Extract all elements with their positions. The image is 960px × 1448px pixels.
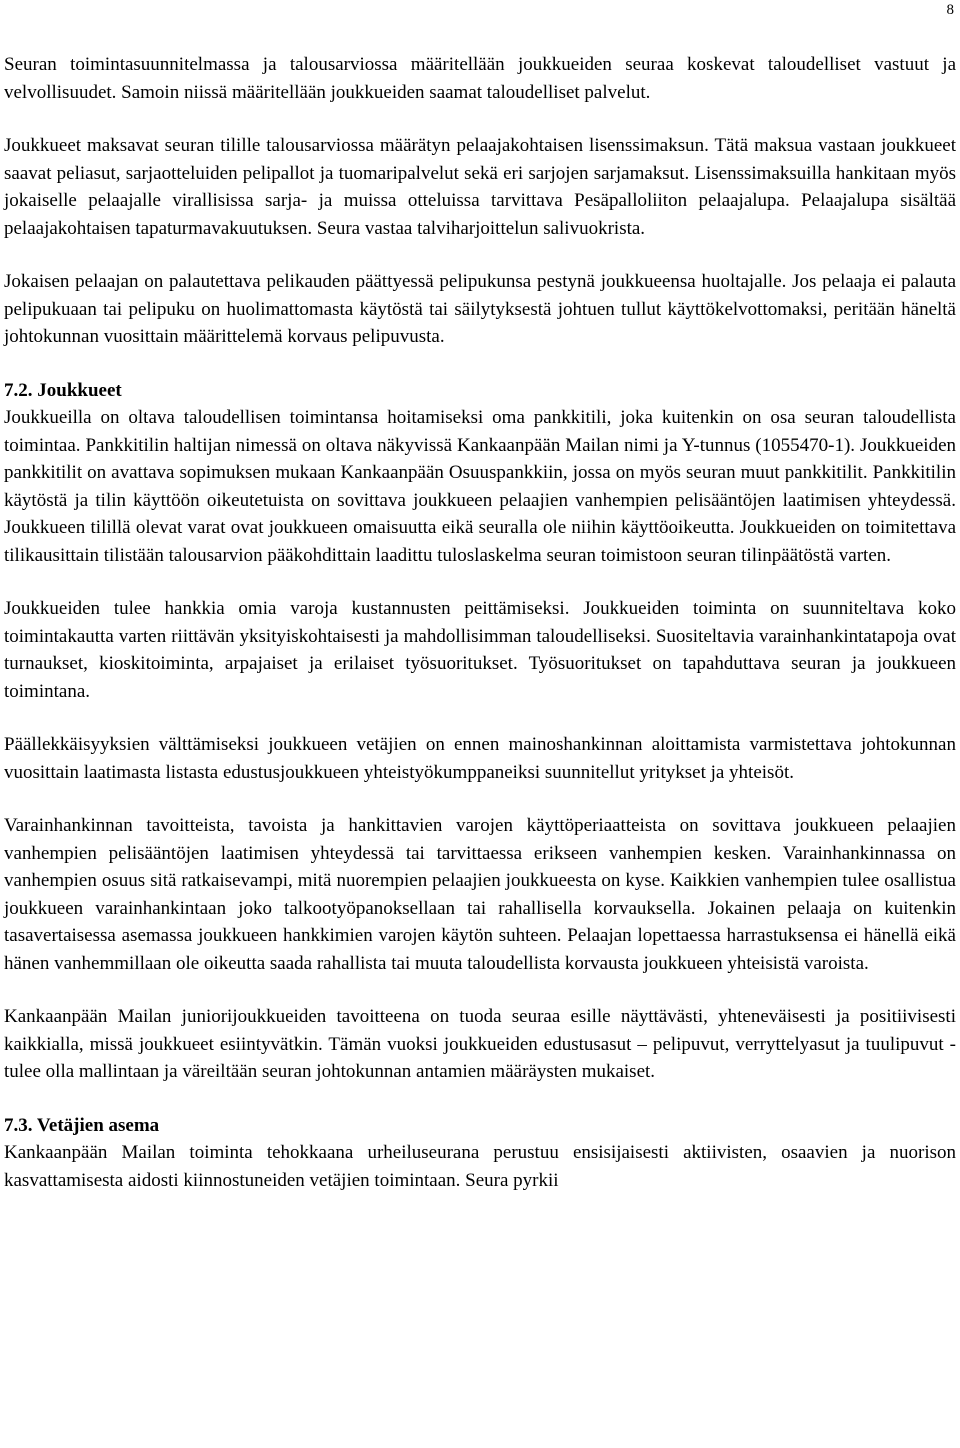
section-title: Joukkueet xyxy=(37,379,122,401)
paragraph: Joukkueilla on oltava taloudellisen toimintansa hoitamiseksi oma pankkitili, joka kuitenkin on osa seuran taloudellista toimintaa. Pankkitilin haltijan nimessä on oltava näkyvissä Kankaanpään Mailan nimi ja Y-tunnus (1055470-1). Joukkueiden pankkitilit on avattava sopimuksen mukaan Kankaanpään Osuuspankkiin, jossa on myös seuran muut pankkitilit. Pankkitilin käytöstä ja tilin käyttöön oikeutetuista on sovittava joukkueen pelaajien vanhempien pelisääntöjen laatimisen yhteydessä. Joukkueen tilillä olevat varat ovat joukkueen omaisuutta eikä seuralla ole niihin käyttöoikeutta. Joukkueiden on toimitettava tilikausittain tilistään talousarvion pääkohdittain laadittu tuloslaskelma seuran toimistoon seuran tilinpäätöstä varten. xyxy=(4,407,956,566)
paragraph: Jokaisen pelaajan on palautettava pelikauden päättyessä pelipukunsa pestynä joukkueensa huoltajalle. Jos pelaaja ei palauta pelipukuaan tai pelipuku on huolimattomasta käytöstä tai säilytyksestä johtuen tullut käyttökelvottomaksi, peritään häneltä johtokunnan vuosittain määrittelemä korvaus pelipuvusta. xyxy=(4,271,956,347)
paragraph: Kankaanpään Mailan toiminta tehokkaana urheiluseurana perustuu ensisijaisesti aktiivisten, osaavien ja nuorison kasvattamisesta aidosti kiinnostuneiden vetäjien toimintaan. Seura pyrkii xyxy=(4,1142,956,1191)
document-body xyxy=(4,51,956,1194)
section-heading xyxy=(4,377,956,405)
section-title: Vetäjien asema xyxy=(36,1114,160,1136)
section-number: 7.3. xyxy=(4,1114,33,1136)
paragraph: Päällekkäisyyksien välttämiseksi joukkueen vetäjien on ennen mainoshankinnan aloittamista varmistettava johtokunnan vuosittain laatimasta listasta edustusjoukkueen yhteistyökumppaneiksi suunnitellut yritykset ja yhteisöt. xyxy=(4,734,956,783)
section-heading xyxy=(4,1112,956,1140)
page-number: 8 xyxy=(946,2,954,18)
paragraph: Kankaanpään Mailan juniorijoukkueiden tavoitteena on tuoda seuraa esille näyttävästi, yhteneväisesti ja positiivisesti kaikkialla, missä joukkueet esiintyvätkin. Tämän vuoksi joukkueiden edustusasut – pelipuvut, verryttelyasut ja tuulipuvut - tulee olla mallintaan ja väreiltään seuran johtokunnan antamien määräysten mukaiset. xyxy=(4,1006,956,1082)
paragraph: Varainhankinnan tavoitteista, tavoista ja hankittavien varojen käyttöperiaatteista on sovittava joukkueen pelaajien vanhempien pelisääntöjen laatimisen yhteydessä tai tarvittaessa erikseen vanhempien kesken. Varainhankinnassa on vanhempien osuus sitä ratkaisevampi, mitä nuorempien pelaajien joukkueesta on kyse. Kaikkien vanhempien tulee osallistua joukkueen varainhankintaan joko talkootyöpanoksellaan tai rahallisella korvauksella. Jokainen pelaaja on kuitenkin tasavertaisessa asemassa joukkueen hankkimien varojen käytön suhteen. Pelaajan lopettaessa harrastuksensa ei hänellä eikä hänen vanhemmillaan ole oikeutta saada rahallista tai muuta taloudellista korvausta joukkueen yhteisistä varoista. xyxy=(4,815,956,974)
section-7-2 xyxy=(4,377,956,1086)
paragraph: Seuran toimintasuunnitelmassa ja talousarviossa määritellään joukkueiden seuraa koskevat taloudelliset vastuut ja velvollisuudet. Samoin niissä määritellään joukkueiden saamat taloudelliset palvelut. xyxy=(4,54,956,103)
section-number: 7.2. xyxy=(4,379,33,401)
paragraph: Joukkueiden tulee hankkia omia varoja kustannusten peittämiseksi. Joukkueiden toiminta on suunniteltava koko toimintakautta varten riittävän yksityiskohtaisesti ja mahdollisimman taloudelliseksi. Suositeltavia varainhankintatapoja ovat turnaukset, kioskitoiminta, arpajaiset ja erilaiset työsuoritukset. Työsuoritukset on tapahduttava seuran ja joukkueen toimintana. xyxy=(4,598,956,702)
section-7-3 xyxy=(4,1112,956,1195)
paragraph: Joukkueet maksavat seuran tilille talousarviossa määrätyn pelaajakohtaisen lisenssimaksun. Tätä maksua vastaan joukkueet saavat peliasut, sarjaotteluiden pelipallot ja tuomaripalvelut sekä eri sarjojen sarjamaksut. Lisenssimaksuilla hankitaan myös jokaiselle pelaajalle virallisissa sarja- ja muissa otteluissa tarvittava Pesäpalloliiton pelaajalupa. Pelaajalupa sisältää pelaajakohtaisen tapaturmavakuutuksen. Seura vastaa talviharjoittelun salivuokrista. xyxy=(4,135,956,239)
